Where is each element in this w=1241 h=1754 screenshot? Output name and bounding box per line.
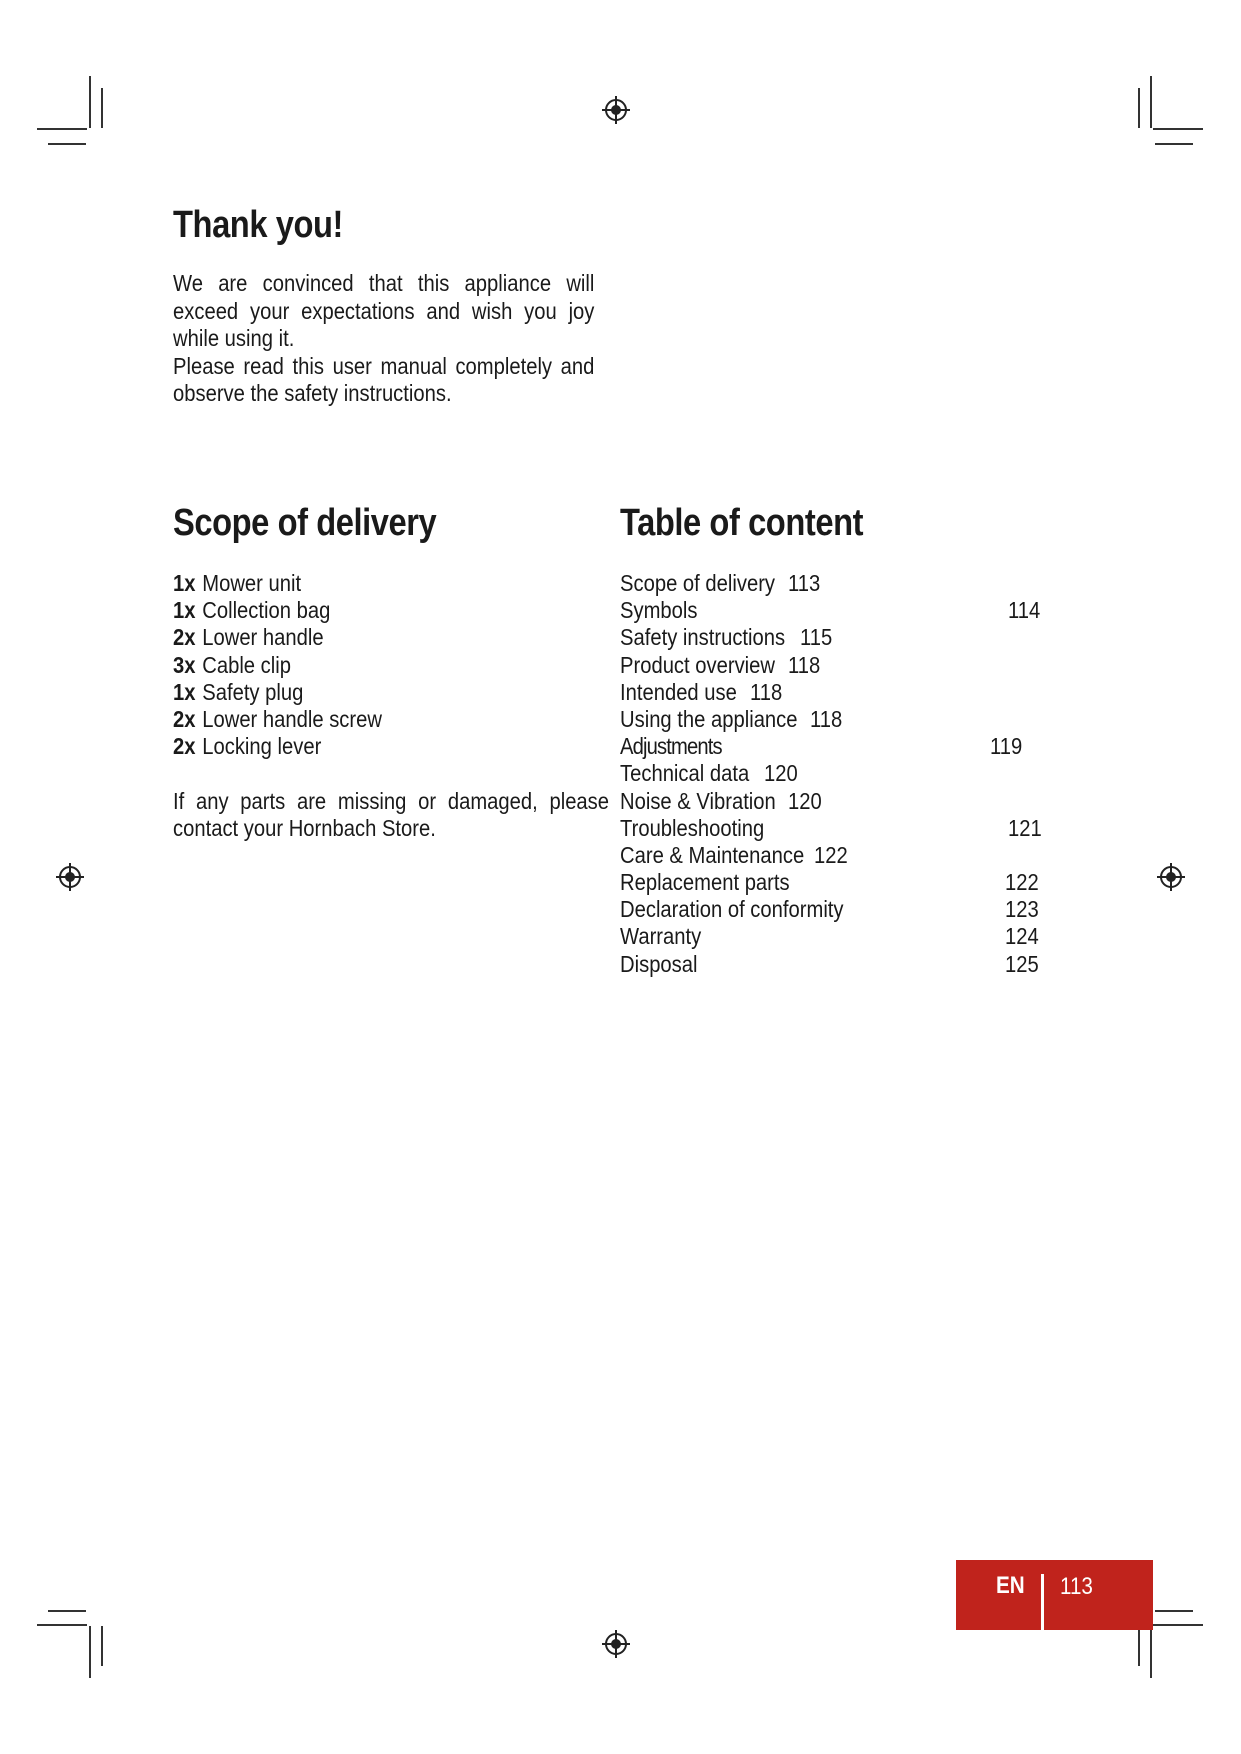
- scope-qty: 2x: [173, 624, 196, 651]
- toc-entry-label: Symbols: [620, 597, 698, 624]
- scope-list: [173, 570, 416, 760]
- toc-entry-page: 125: [1005, 950, 1039, 977]
- thank-you-text: [173, 270, 594, 408]
- scope-item-name: Mower unit: [202, 570, 302, 596]
- toc-entry-label: Safety instructions: [620, 624, 786, 651]
- toc-entry-page: 114: [1008, 597, 1041, 624]
- toc-entry-label: Using the appliance: [620, 705, 798, 732]
- scope-item: [173, 597, 382, 624]
- toc-heading: Table of content: [620, 502, 864, 544]
- toc-entry: [620, 624, 1050, 651]
- scope-qty: 2x: [173, 733, 196, 760]
- toc-entry-label: Warranty: [620, 923, 702, 950]
- scope-item: [173, 706, 382, 733]
- scope-item: [173, 652, 382, 679]
- toc-list: [620, 570, 1050, 978]
- missing-parts-note: [173, 788, 609, 842]
- toc-entry: [620, 923, 1050, 950]
- intro-paragraph: We are convinced that this appliance will exceed your expectations and wish you joy while using it.: [173, 270, 595, 351]
- toc-entry: [620, 869, 1050, 896]
- toc-entry-page: 122: [814, 841, 848, 868]
- divider: [1041, 1574, 1044, 1630]
- toc-entry-label: Adjustments: [620, 733, 722, 760]
- page-number-tab: [956, 1560, 1153, 1630]
- toc-entry-page: 119: [990, 733, 1023, 760]
- scope-item-name: Cable clip: [202, 651, 291, 678]
- toc-entry: [620, 733, 1050, 760]
- scope-item-name: Collection bag: [202, 597, 331, 624]
- toc-entry-page: 118: [810, 705, 843, 732]
- toc-entry: [620, 842, 1050, 869]
- scope-item-name: Safety plug: [202, 678, 304, 705]
- toc-entry-page: 122: [1005, 869, 1039, 896]
- toc-entry: [620, 815, 1050, 842]
- toc-entry-label: Noise & Vibration: [620, 787, 776, 814]
- toc-entry: [620, 896, 1050, 923]
- scope-qty: 1x: [173, 597, 196, 624]
- scope-item-name: Lower handle: [202, 624, 324, 651]
- toc-entry-page: 118: [788, 651, 821, 678]
- scope-qty: 3x: [173, 651, 196, 678]
- toc-entry-page: 123: [1005, 896, 1039, 923]
- missing-parts-text: If any parts are missing or damaged, please contact your Hornbach Store.: [173, 788, 610, 842]
- toc-entry-page: 120: [788, 787, 822, 814]
- scope-item: [173, 733, 382, 760]
- language-label: EN: [996, 1572, 1025, 1599]
- toc-entry-page: 113: [788, 570, 821, 596]
- toc-entry-label: Replacement parts: [620, 869, 790, 896]
- scope-qty: 1x: [173, 570, 196, 596]
- toc-entry-page: 120: [764, 760, 798, 787]
- toc-entry-label: Troubleshooting: [620, 814, 765, 841]
- page-number: 113: [1060, 1573, 1093, 1600]
- toc-entry: [620, 570, 1050, 597]
- registration-target-icon: [601, 95, 631, 125]
- scope-qty: 1x: [173, 678, 196, 705]
- toc-entry: [620, 760, 1050, 787]
- registration-target-icon: [55, 862, 85, 892]
- toc-entry: [620, 652, 1050, 679]
- scope-item-name: Locking lever: [202, 733, 322, 760]
- toc-entry-label: Disposal: [620, 950, 698, 977]
- toc-entry: [620, 788, 1050, 815]
- thank-you-heading: Thank you!: [173, 204, 344, 246]
- toc-entry-page: 118: [750, 678, 783, 705]
- scope-heading: Scope of delivery: [173, 502, 437, 544]
- toc-entry-label: Technical data: [620, 760, 750, 787]
- toc-entry-page: 115: [800, 624, 833, 651]
- toc-entry-label: Care & Maintenance: [620, 841, 805, 868]
- toc-entry-label: Intended use: [620, 678, 737, 705]
- scope-qty: 2x: [173, 706, 196, 733]
- toc-entry: [620, 951, 1050, 978]
- scope-item: [173, 679, 382, 706]
- toc-entry-label: Declaration of conformity: [620, 896, 844, 923]
- toc-entry-label: Product overview: [620, 651, 776, 678]
- toc-entry-page: 124: [1005, 923, 1039, 950]
- scope-item-name: Lower handle screw: [202, 706, 382, 733]
- intro-paragraph: Please read this user manual completely and observe the safety instructions.: [173, 352, 595, 406]
- toc-entry: [620, 597, 1050, 624]
- toc-entry: [620, 706, 1050, 733]
- toc-entry-page: 121: [1008, 814, 1042, 841]
- registration-target-icon: [601, 1629, 631, 1659]
- scope-item: [173, 624, 382, 651]
- toc-entry-label: Scope of delivery: [620, 570, 776, 596]
- scope-item: [173, 570, 382, 597]
- registration-target-icon: [1156, 862, 1186, 892]
- toc-entry: [620, 679, 1050, 706]
